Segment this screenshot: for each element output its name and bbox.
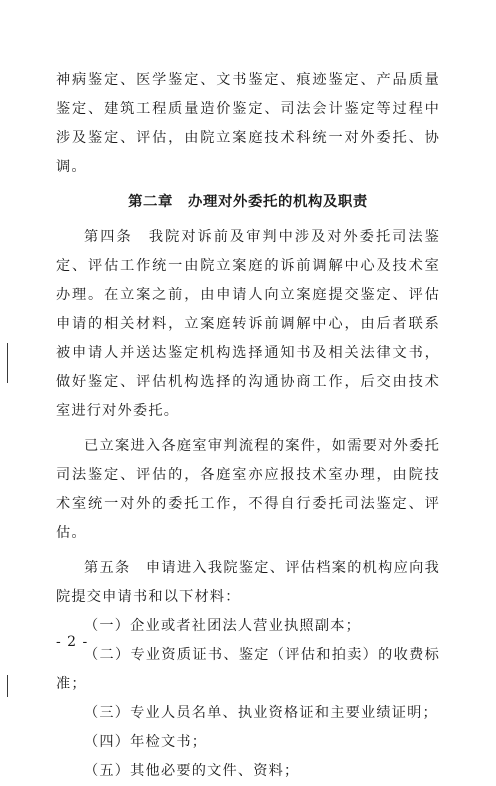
paragraph-continued: 神病鉴定、医学鉴定、文书鉴定、痕迹鉴定、产品质量鉴定、建筑工程质量造价鉴定、司法会计鉴定等过程中涉及鉴定、评估，由院立案庭技术科统一对外委托、协调。	[56, 72, 440, 175]
binding-mark	[7, 675, 8, 697]
article-4-continuation: 已立案进入各庭室审判流程的案件，如需要对外委托司法鉴定、评估的，各庭室亦应报技术室办理，由院技术室统一对外的委托工作，不得自行委托司法鉴定、评估。	[56, 438, 440, 541]
list-item-2: （二）专业资质证书、鉴定（评估和拍卖）的收费标准；	[56, 647, 440, 692]
chapter-heading: 第二章 办理对外委托的机构及职责	[128, 194, 368, 210]
article-5-paragraph: 第五条 申请进入我院鉴定、评估档案的机构应向我院提交申请书和以下材料：	[56, 560, 440, 605]
binding-mark	[7, 343, 8, 383]
list-item-5: （五）其他必要的文件、资料；	[84, 763, 300, 779]
article-4-paragraph: 第四条 我院对诉前及审判中涉及对外委托司法鉴定、评估工作统一由院立案庭的诉前调解中心及技术室办理。在立案之前，由申请人向立案庭提交鉴定、评估申请的相关材料，立案庭转诉前调解中心，由后者联系被申请人并送达鉴定机构选择通知书及相关法律文书，做好鉴定、评估机构选择的沟通协商工作，后交由技术室进行对外委托。	[56, 229, 440, 419]
page-body	[56, 66, 440, 786]
page-number: - 2 -	[56, 634, 89, 650]
list-item-4: （四）年检文书；	[84, 734, 208, 750]
list-item-3: （三）专业人员名单、执业资格证和主要业绩证明；	[84, 705, 438, 721]
list-item-1: （一）企业或者社团法人营业执照副本；	[84, 618, 361, 634]
